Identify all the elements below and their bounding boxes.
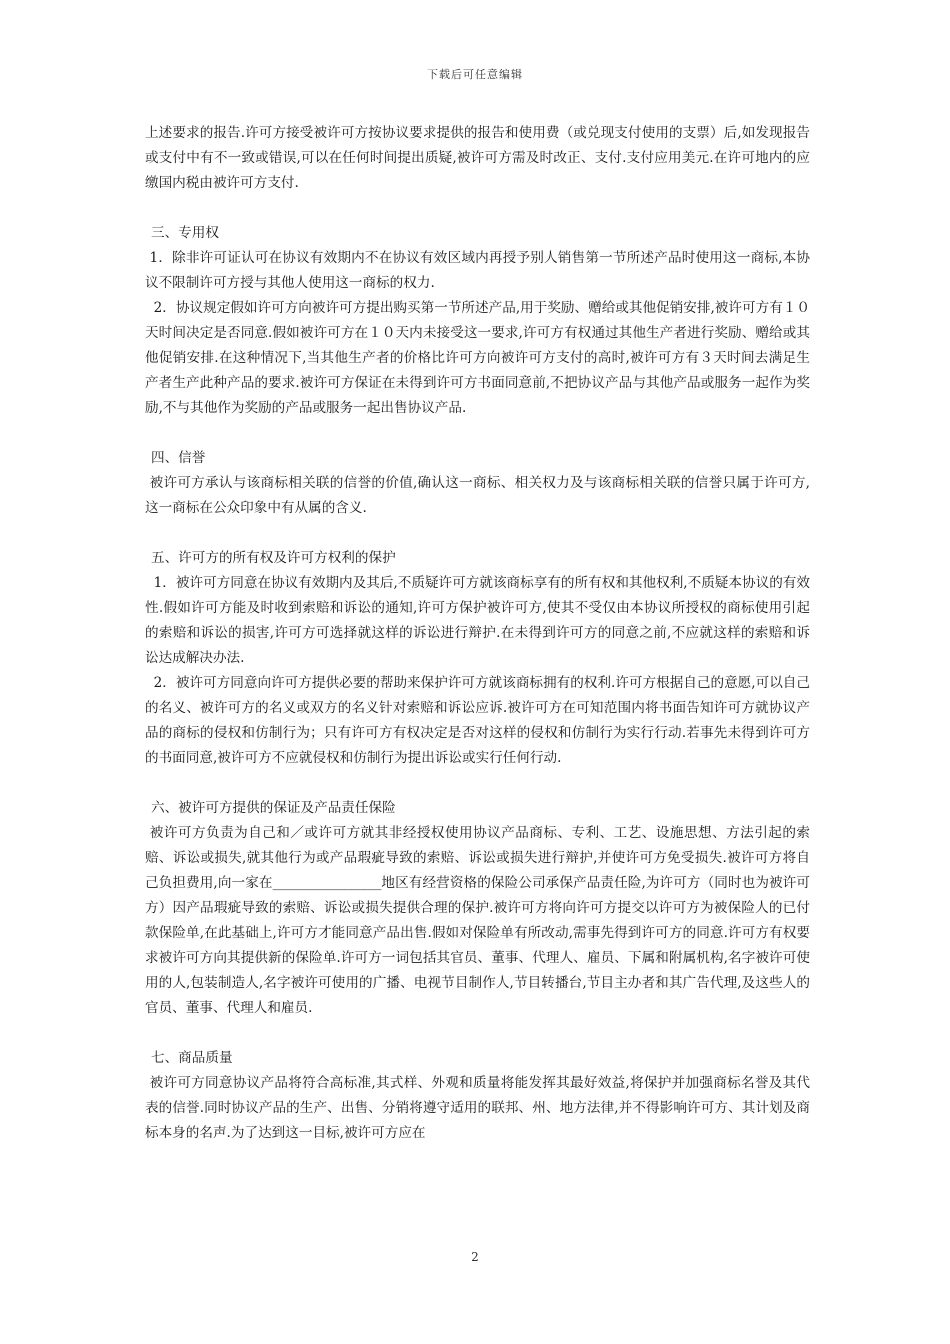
section-paragraph: 2．被许可方同意向许可方提供必要的帮助来保护许可方就该商标拥有的权利.许可方根据自己的意愿,可以自己的名义、被许可方的名义或双方的名义针对索赔和诉讼应诉.被许可方在可知范围内将书面告知许可方就协议产品的商标的侵权和仿制行为；只有许可方有权决定是否对这样的侵权和仿制行为实行行动.若事先未得到许可方的书面同意,被许可方不应就侵权和仿制行为提出诉讼或实行任何行动. (145, 675, 810, 766)
section-paragraph: 被许可方负责为自己和／或许可方就其非经授权使用协议产品商标、专利、工艺、设施思想、方法引起的索赔、诉讼或损失,就其他行为或产品瑕疵导致的索赔、诉讼或损失进行辩护,并使许可方免受损失.被许可方将自己负担费用,向一家在________________地区有经营资格的保险公司承保产品责任险,为许可方（同时也为被许可方）因产品瑕疵导致的索赔、诉讼或损失提供合理的保护.被许可方将向许可方提交以许可方为被保险人的已付款保险单,在此基础上,许可方才能同意产品出售.假如对保险单有所改动,需事先得到许可方的同意.许可方有权要求被许可方向其提供新的保险单.许可方一词包括其官员、董事、代理人、雇员、下属和附属机构,名字被许可使用的人,包装制造人,名字被许可使用的广播、电视节目制作人,节目转播台,节目主办者和其广告代理,及这些人的官员、董事、代理人和雇员. (145, 825, 811, 1016)
section-paragraph: 被许可方同意协议产品将符合高标准,其式样、外观和质量将能发挥其最好效益,将保护并加强商标名誉及其代表的信誉.同时协议产品的生产、出售、分销将遵守适用的联邦、州、地方法律,并不得影响许可方、其计划及商标本身的名声.为了达到这一目标,被许可方应在 (145, 1075, 810, 1141)
section-heading-goodwill: 四、信誉 (151, 450, 206, 466)
section-gap (145, 521, 810, 546)
section-paragraph: 2．协议规定假如许可方向被许可方提出购买第一节所述产品,用于奖励、赠给或其他促销安排,被许可方有１０天时间决定是否同意.假如被许可方在１０天内未接受这一要求,许可方有权通过其他生产者进行奖励、赠给或其他促销安排.在这种情况下,当其他生产者的价格比许可方向被许可方支付的高时,被许可方有３天时间去满足生产者生产此种产品的要求.被许可方保证在未得到许可方书面同意前,不把协议产品与其他产品或服务一起作为奖励,不与其他作为奖励的产品或服务一起出售协议产品. (145, 300, 810, 416)
section-gap (145, 1021, 810, 1046)
intro-paragraph: 上述要求的报告.许可方接受被许可方按协议要求提供的报告和使用费（或兑现支付使用的支票）后,如发现报告或支付中有不一致或错误,可以在任何时间提出质疑,被许可方需及时改正、支付.支付应用美元.在许可地内的应缴国内税由被许可方支付. (145, 125, 810, 191)
section-gap (145, 771, 810, 796)
section-heading-warranty-insurance: 六、被许可方提供的保证及产品责任保险 (151, 800, 396, 816)
section-gap (145, 421, 810, 446)
document-body (145, 121, 810, 1146)
section-heading-exclusive-rights: 三、专用权 (151, 225, 219, 241)
page-number: 2 (471, 1250, 479, 1264)
page-header-note: 下载后可任意编辑 (427, 68, 523, 81)
section-paragraph: 1．被许可方同意在协议有效期内及其后,不质疑许可方就该商标享有的所有权和其他权利,不质疑本协议的有效性.假如许可方能及时收到索赔和诉讼的通知,许可方保护被许可方,使其不受仅由本协议所授权的商标使用引起的索赔和诉讼的损害,许可方可选择就这样的诉讼进行辩护.在未得到许可方的同意之前,不应就这样的索赔和诉讼达成解决办法. (145, 575, 810, 666)
section-heading-quality: 七、商品质量 (151, 1050, 233, 1066)
section-paragraph: 被许可方承认与该商标相关联的信誉的价值,确认这一商标、相关权力及与该商标相关联的信誉只属于许可方,这一商标在公众印象中有从属的含义. (145, 475, 810, 516)
section-heading-ownership: 五、许可方的所有权及许可方权利的保护 (151, 550, 396, 566)
section-paragraph: 1．除非许可证认可在协议有效期内不在协议有效区域内再授予别人销售第一节所述产品时使用这一商标,本协议不限制许可方授与其他人使用这一商标的权力. (145, 250, 811, 291)
section-gap (145, 196, 810, 221)
